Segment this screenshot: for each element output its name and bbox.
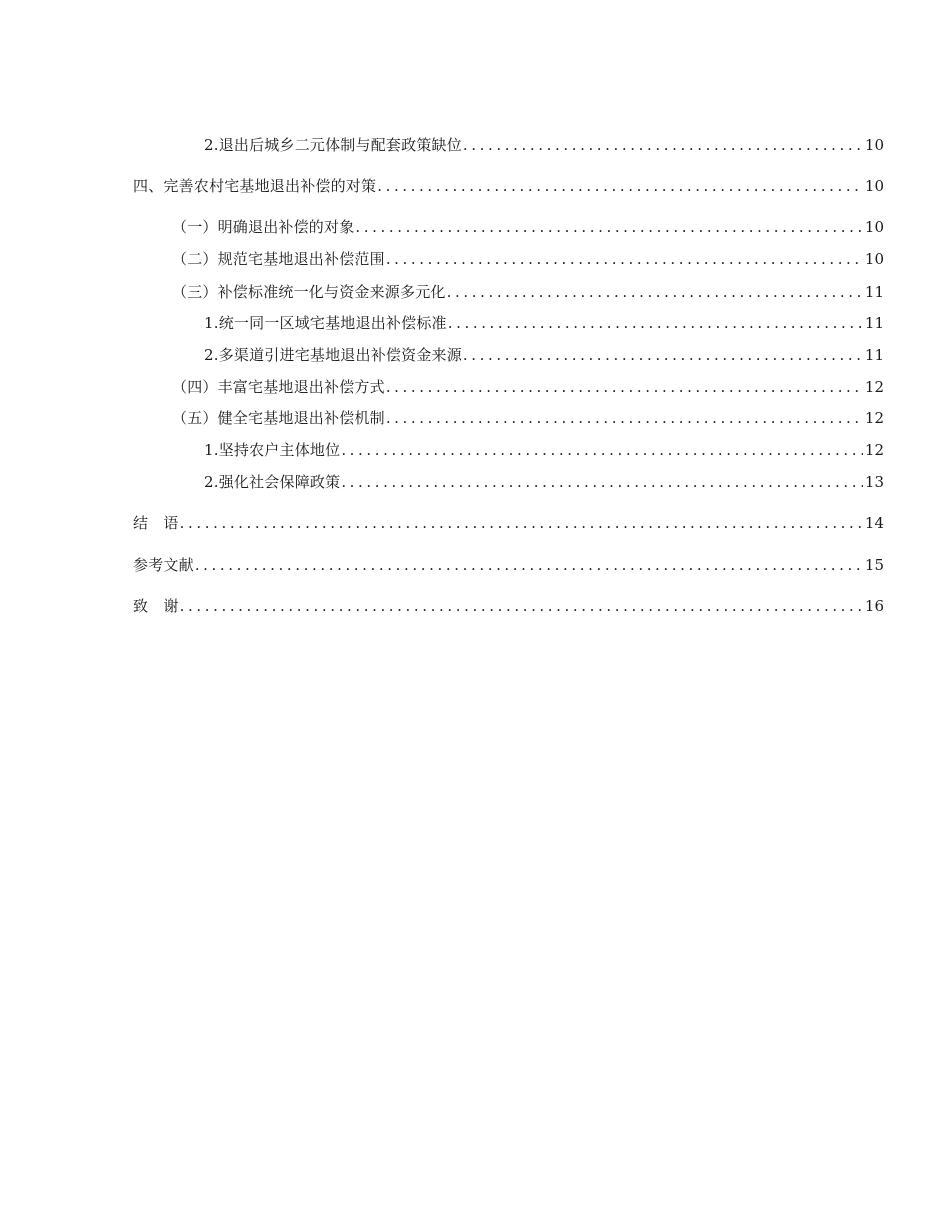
toc-entry-title: （一）明确退出补偿的对象	[172, 218, 355, 236]
toc-entry-page: 11	[864, 283, 884, 301]
toc-dot-leader	[386, 249, 863, 269]
toc-entry-title: （二）规范宅基地退出补偿范围	[172, 250, 385, 268]
toc-entry[interactable]	[204, 472, 884, 492]
toc-entry-page: 16	[864, 597, 884, 615]
toc-entry-page: 15	[864, 556, 884, 574]
toc-entry-title: 参考文献	[133, 556, 194, 574]
toc-dot-leader	[463, 345, 863, 365]
toc-entry-title: 1.统一同一区域宅基地退出补偿标准	[204, 314, 447, 332]
toc-dot-leader	[180, 596, 863, 616]
toc-entry-title: （三）补偿标准统一化与资金来源多元化	[172, 283, 446, 301]
toc-dot-leader	[341, 440, 863, 460]
toc-dot-leader	[386, 377, 863, 397]
toc-entry[interactable]	[133, 596, 884, 616]
toc-entry-title: （四）丰富宅基地退出补偿方式	[172, 378, 385, 396]
toc-entry-page: 13	[864, 473, 884, 491]
toc-entry[interactable]	[204, 313, 884, 333]
toc-entry-page: 11	[864, 314, 884, 332]
toc-entry-title: 结 语	[133, 514, 179, 532]
toc-dot-leader	[180, 513, 863, 533]
toc-dot-leader	[448, 313, 863, 333]
toc-entry-page: 12	[864, 409, 884, 427]
toc-entry-title: 致 谢	[133, 597, 179, 615]
toc-entry[interactable]	[172, 377, 884, 397]
toc-entry[interactable]	[204, 345, 884, 365]
toc-entry-page: 11	[864, 346, 884, 364]
toc-entry-page: 10	[864, 250, 884, 268]
toc-dot-leader	[447, 282, 863, 302]
toc-entry[interactable]	[172, 408, 884, 428]
toc-entry[interactable]	[172, 282, 884, 302]
toc-entry-page: 10	[864, 177, 884, 195]
toc-entry-title: （五）健全宅基地退出补偿机制	[172, 409, 385, 427]
toc-dot-leader	[377, 176, 863, 196]
toc-entry[interactable]	[133, 176, 884, 196]
toc-entry-page: 14	[864, 514, 884, 532]
toc-entry-page: 10	[864, 218, 884, 236]
toc-entry[interactable]	[172, 217, 884, 237]
toc-dot-leader	[341, 472, 863, 492]
toc-dot-leader	[195, 555, 863, 575]
toc-entry[interactable]	[133, 555, 884, 575]
toc-entry-title: 1.坚持农户主体地位	[204, 441, 341, 459]
toc-entry-page: 12	[864, 441, 884, 459]
toc-entry-title: 2.强化社会保障政策	[204, 473, 341, 491]
toc-entry[interactable]	[204, 440, 884, 460]
toc-entry-page: 10	[864, 136, 884, 154]
toc-dot-leader	[355, 217, 863, 237]
toc-entry-page: 12	[864, 378, 884, 396]
toc-entry[interactable]	[133, 513, 884, 533]
toc-entry-title: 四、完善农村宅基地退出补偿的对策	[133, 177, 377, 195]
toc-dot-leader	[463, 135, 863, 155]
toc-entry-title: 2.退出后城乡二元体制与配套政策缺位	[204, 136, 462, 154]
toc-entry-title: 2.多渠道引进宅基地退出补偿资金来源	[204, 346, 462, 364]
toc-entry[interactable]	[204, 135, 884, 155]
toc-dot-leader	[386, 408, 863, 428]
toc-entry[interactable]	[172, 249, 884, 269]
